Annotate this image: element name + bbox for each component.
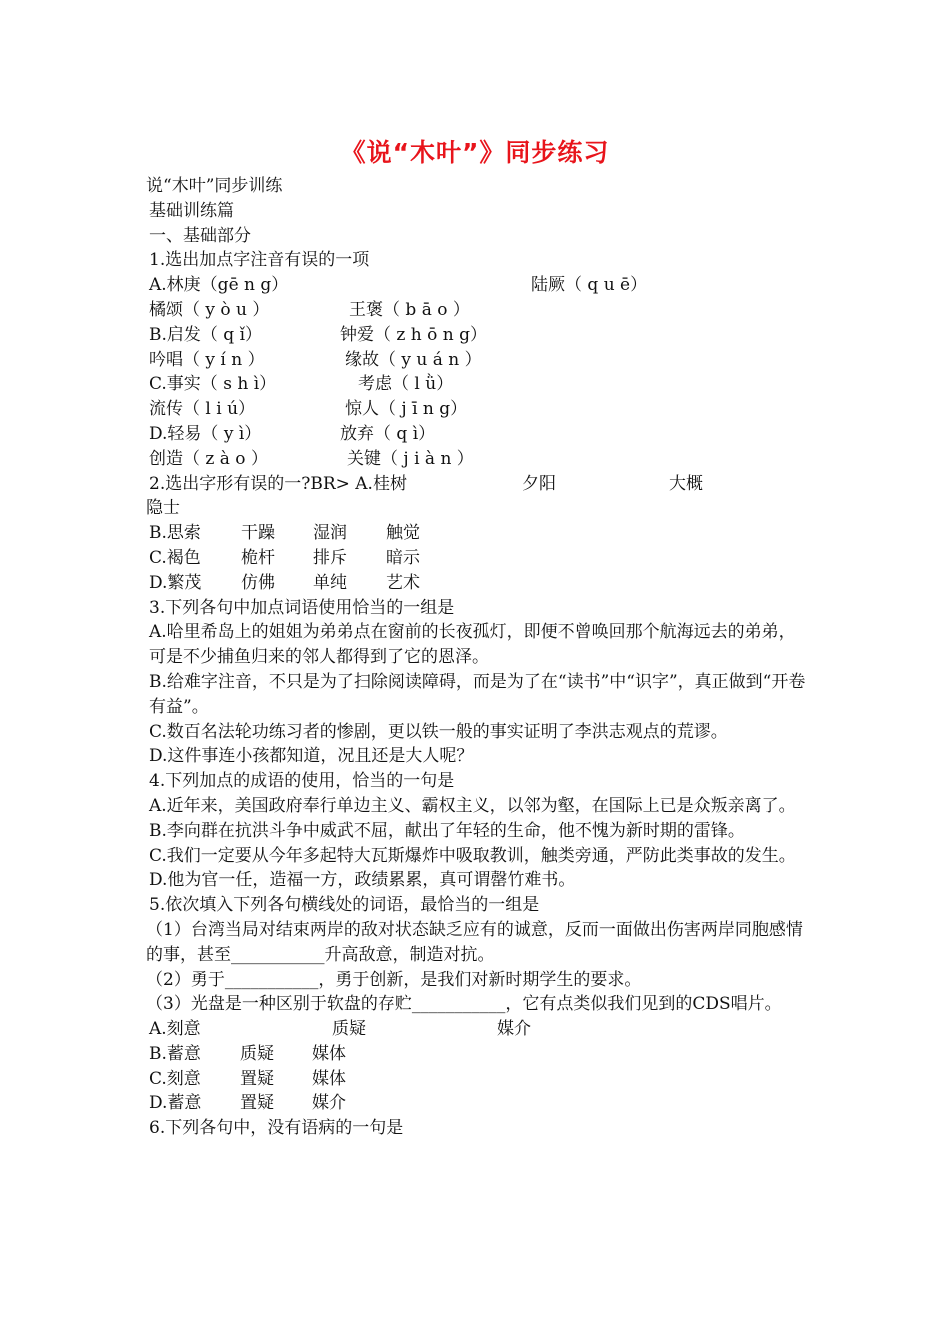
q2-a-item3: 大概 — [669, 473, 703, 494]
q5-sentence-3: （3）光盘是一种区别于软盘的存贮___________，它有点类似我们见到的CDS唱片。 — [146, 994, 782, 1015]
q5-option-d — [146, 1091, 810, 1116]
q2-c-item4: 暗示 — [386, 547, 420, 568]
question-3: 3.下列各句中加点词语使用恰当的一组是 — [149, 597, 455, 618]
q3-option-c: C.数百名法轮功练习者的惨剧，更以铁一般的事实证明了李洪志观点的荒谬。 — [149, 721, 728, 742]
q5-c-item2: 置疑 — [240, 1068, 274, 1089]
q2-stem: 2.选出字形有误的一?BR> A.桂树 — [149, 473, 407, 494]
q1-option-c-row2 — [146, 397, 810, 422]
q1-b-item1: B.启发（ q ǐ） — [149, 324, 263, 345]
q4-option-b: B.李向群在抗洪斗争中威武不屈，献出了年轻的生命，他不愧为新时期的雷锋。 — [149, 820, 745, 841]
q5-c-item1: C.刻意 — [149, 1068, 201, 1089]
q1-b-item4: 缘故（ y u á n ） — [345, 349, 482, 370]
q1-d-item4: 关键（ j i à n ） — [347, 448, 474, 469]
q1-option-b-row2 — [146, 348, 810, 373]
q2-d-item3: 单纯 — [313, 572, 347, 593]
q5-option-b — [146, 1042, 810, 1067]
q5-d-item2: 置疑 — [240, 1093, 274, 1114]
q2-b-item2: 干躁 — [241, 523, 275, 544]
q5-c-item3: 媒体 — [312, 1068, 346, 1089]
q4-option-a: A.近年来，美国政府奉行单边主义、霸权主义，以邻为壑，在国际上已是众叛亲离了。 — [149, 795, 796, 816]
q5-a-item1: A.刻意 — [149, 1019, 201, 1040]
subtitle-line: 说“木叶”同步训练 — [146, 176, 283, 196]
q2-d-item1: D.繁茂 — [149, 572, 202, 593]
q2-b-item1: B.思索 — [149, 523, 201, 544]
q5-d-item3: 媒介 — [312, 1093, 346, 1114]
q1-d-item1: D.轻易（ y ì） — [149, 423, 262, 444]
q5-a-item2: 质疑 — [332, 1019, 366, 1040]
q1-c-item4: 惊人（ j ī n g） — [345, 399, 468, 420]
q3-option-b: B.给难字注音，不只是为了扫除阅读障碍，而是为了在“读书”中“识字”，真正做到“开卷有益”。 — [149, 671, 806, 717]
question-2 — [146, 472, 810, 497]
q2-d-item2: 仿佛 — [241, 572, 275, 593]
q2-a-item4: 隐士 — [146, 498, 180, 519]
q1-b-item2: 钟爱（ z h ō n g） — [340, 324, 487, 345]
q5-b-item2: 质疑 — [240, 1043, 274, 1064]
q1-b-item3: 吟唱（ y í n ） — [149, 349, 265, 370]
q1-a-item3: 橘颂（ y ò u ） — [149, 299, 270, 320]
q2-option-b — [146, 521, 810, 546]
question-1: 1.选出加点字注音有误的一项 — [149, 250, 370, 271]
q1-d-item2: 放弃（ q ì） — [340, 423, 436, 444]
q1-option-c-row1 — [146, 372, 810, 397]
q5-sentence-1: （1）台湾当局对结束两岸的敌对状态缺乏应有的诚意，反而一面做出伤害两岸同胞感情的事，甚至___________升高敌意，制造对抗。 — [146, 919, 803, 965]
question-4: 4.下列加点的成语的使用，恰当的一句是 — [149, 771, 455, 792]
q4-option-c: C.我们一定要从今年多起特大瓦斯爆炸中吸取教训，触类旁通，严防此类事故的发生。 — [149, 845, 796, 866]
q3-option-d: D.这件事连小孩都知道，况且还是大人呢？ — [149, 746, 474, 767]
q4-option-d: D.他为官一任，造福一方，政绩累累，真可谓罄竹难书。 — [149, 870, 576, 891]
q1-c-item3: 流传（ l i ú） — [149, 399, 256, 420]
question-5: 5.依次填入下列各句横线处的词语，最恰当的一组是 — [149, 895, 540, 916]
q2-c-item1: C.褐色 — [149, 547, 201, 568]
q1-option-a-row2 — [146, 298, 810, 323]
q2-b-item4: 触觉 — [386, 523, 420, 544]
q1-a-item1: A.林庚（gē n g） — [149, 275, 289, 296]
section-label: 基础训练篇 — [149, 200, 234, 221]
q1-option-b-row1 — [146, 323, 810, 348]
q3-option-a: A.哈里希岛上的姐姐为弟弟点在窗前的长夜孤灯，即便不曾唤回那个航海远去的弟弟，可是不少捕鱼归来的邻人都得到了它的恩泽。 — [149, 622, 796, 668]
q1-c-item1: C.事实（ s h ì） — [149, 374, 277, 395]
q5-option-c — [146, 1067, 810, 1092]
q5-sentence-2: （2）勇于___________，勇于创新，是我们对新时期学生的要求。 — [146, 969, 642, 990]
q5-b-item3: 媒体 — [312, 1043, 346, 1064]
q1-c-item2: 考虑（ l ǜ） — [358, 374, 454, 395]
q2-option-c — [146, 546, 810, 571]
q1-a-item4: 王褒（ b ā o ） — [349, 299, 470, 320]
document-body — [146, 174, 810, 1141]
document-title: 《说“木叶”》同步练习 — [340, 138, 610, 167]
section-heading: 一、基础部分 — [149, 225, 251, 246]
q1-option-d-row1 — [146, 422, 810, 447]
q5-a-item3: 媒介 — [497, 1019, 531, 1040]
q2-option-d — [146, 571, 810, 596]
q5-d-item1: D.蓄意 — [149, 1093, 202, 1114]
q2-b-item3: 湿润 — [313, 523, 347, 544]
q2-c-item3: 排斥 — [313, 547, 347, 568]
q1-d-item3: 创造（ z à o ） — [149, 448, 268, 469]
q5-option-a — [146, 1017, 810, 1042]
q2-d-item4: 艺术 — [386, 572, 420, 593]
q2-c-item2: 桅杆 — [241, 547, 275, 568]
q1-option-d-row2 — [146, 447, 810, 472]
q5-b-item1: B.蓄意 — [149, 1043, 201, 1064]
q1-option-a-row1 — [146, 273, 810, 298]
question-6: 6.下列各句中，没有语病的一句是 — [149, 1118, 404, 1139]
q2-a-item2: 夕阳 — [522, 473, 556, 494]
q1-a-item2: 陆厥（ q u ē） — [531, 275, 648, 296]
